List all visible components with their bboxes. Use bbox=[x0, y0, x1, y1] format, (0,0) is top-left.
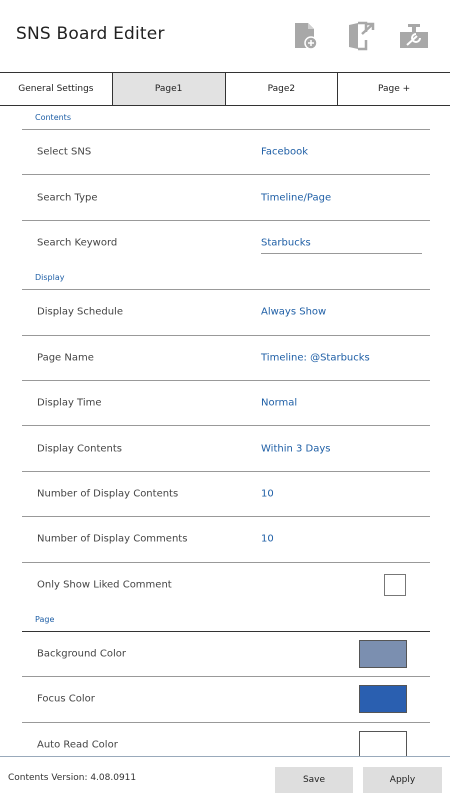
only-liked-checkbox[interactable] bbox=[384, 574, 406, 596]
row-search-type[interactable] bbox=[22, 175, 430, 220]
section-title: Page bbox=[35, 614, 55, 624]
row-label: Auto Read Color bbox=[37, 739, 118, 751]
contents-version: Contents Version: 4.08.0911 bbox=[8, 773, 137, 783]
row-only-show-liked-comment bbox=[22, 563, 430, 608]
row-label: Number of Display Contents bbox=[37, 488, 179, 500]
section-title: Contents bbox=[35, 113, 71, 122]
row-label: Display Contents bbox=[37, 443, 123, 455]
row-value[interactable]: Facebook bbox=[261, 146, 308, 158]
footer-bar bbox=[0, 756, 450, 800]
row-page-name[interactable] bbox=[22, 336, 430, 381]
row-number-of-display-contents[interactable] bbox=[22, 472, 430, 517]
row-value[interactable]: Timeline: @Starbucks bbox=[261, 352, 370, 364]
row-auto-read-color[interactable] bbox=[22, 723, 430, 756]
tab-general-settings[interactable]: General Settings bbox=[0, 73, 113, 105]
search-keyword-input[interactable]: Starbucks bbox=[261, 237, 311, 249]
row-value[interactable]: Normal bbox=[261, 397, 298, 409]
section-header-page bbox=[22, 608, 430, 632]
section-title: Display bbox=[35, 273, 65, 283]
toolbox-icon[interactable] bbox=[398, 20, 430, 52]
tab-page-add[interactable]: Page + bbox=[338, 73, 450, 105]
tab-page2[interactable]: Page2 bbox=[226, 73, 339, 105]
auto-read-color-swatch[interactable] bbox=[359, 731, 407, 756]
app-title: SNS Board Editer bbox=[16, 24, 165, 44]
row-display-time[interactable] bbox=[22, 381, 430, 426]
row-label: Only Show Liked Comment bbox=[37, 579, 172, 591]
row-label: Select SNS bbox=[37, 146, 92, 158]
export-icon[interactable] bbox=[346, 20, 378, 52]
row-display-schedule[interactable] bbox=[22, 290, 430, 335]
save-button[interactable]: Save bbox=[275, 767, 353, 793]
row-label: Number of Display Comments bbox=[37, 533, 188, 545]
row-label: Search Keyword bbox=[37, 237, 118, 249]
row-label: Search Type bbox=[37, 192, 98, 204]
settings-content[interactable] bbox=[0, 106, 450, 756]
row-value[interactable]: 10 bbox=[261, 533, 274, 545]
section-header-contents bbox=[22, 106, 430, 130]
row-search-keyword bbox=[22, 221, 430, 266]
row-label: Focus Color bbox=[37, 693, 95, 705]
tab-page1[interactable]: Page1 bbox=[113, 73, 226, 105]
apply-button[interactable]: Apply bbox=[363, 767, 442, 793]
row-display-contents[interactable] bbox=[22, 426, 430, 471]
row-label: Background Color bbox=[37, 648, 126, 660]
row-label: Page Name bbox=[37, 352, 94, 364]
app-header bbox=[0, 0, 450, 72]
row-value[interactable]: Timeline/Page bbox=[261, 192, 332, 204]
row-select-sns[interactable] bbox=[22, 130, 430, 175]
row-label: Display Time bbox=[37, 397, 102, 409]
new-page-icon[interactable] bbox=[290, 20, 322, 52]
row-background-color[interactable] bbox=[22, 632, 430, 677]
row-value[interactable]: Within 3 Days bbox=[261, 443, 331, 455]
section-header-display bbox=[22, 266, 430, 290]
page-tabs bbox=[0, 72, 450, 106]
background-color-swatch[interactable] bbox=[359, 640, 407, 668]
row-value[interactable]: 10 bbox=[261, 488, 274, 500]
input-underline bbox=[261, 253, 422, 254]
focus-color-swatch[interactable] bbox=[359, 685, 407, 713]
row-focus-color[interactable] bbox=[22, 677, 430, 722]
row-number-of-display-comments[interactable] bbox=[22, 517, 430, 562]
row-label: Display Schedule bbox=[37, 306, 123, 318]
row-value[interactable]: Always Show bbox=[261, 306, 327, 318]
